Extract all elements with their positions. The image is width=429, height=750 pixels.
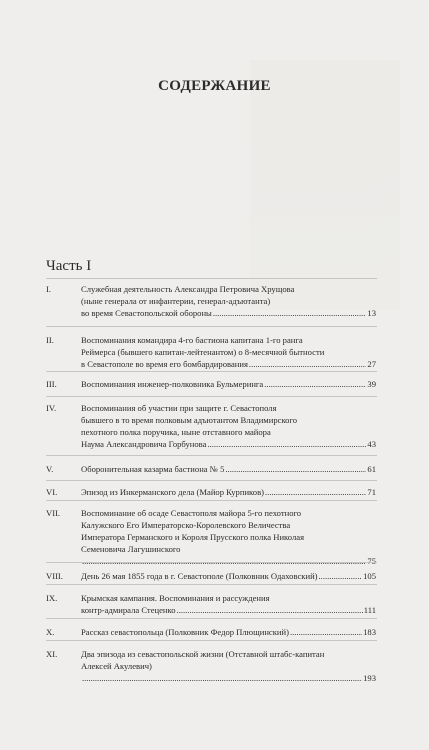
leader-dots (177, 604, 363, 616)
leader-dots (319, 570, 363, 582)
toc-entry (46, 378, 376, 390)
divider (46, 455, 377, 456)
toc-entry (46, 402, 376, 450)
entry-title-line: Воспоминания командира 4-го бастиона капитана 1-го ранга (81, 335, 303, 345)
leader-dots (249, 358, 366, 370)
page-number: 13 (367, 308, 376, 318)
entry-title-line: Воспоминания об участии при защите г. Севастополя (81, 403, 277, 413)
divider (46, 500, 377, 501)
leader-dots (264, 378, 366, 390)
page-number: 27 (367, 359, 376, 369)
entry-number: IX. (46, 593, 58, 603)
page-number: 61 (367, 464, 376, 474)
entry-number: VII. (46, 508, 61, 518)
entry-title-line: Оборонительная казарма бастиона № 5 (81, 464, 225, 474)
entry-title-line: Эпизод из Инкерманского дела (Майор Курпиков) (81, 487, 265, 497)
leader-dots (213, 307, 367, 319)
entry-number: VI. (46, 487, 58, 497)
entry-title-line: Наума Александровича Горбунова (81, 439, 207, 449)
entry-title-line: Крымская кампания. Воспоминания и рассуждения (81, 593, 270, 603)
divider (46, 562, 377, 563)
page-number: 39 (367, 379, 376, 389)
toc-entry (46, 334, 376, 370)
divider (46, 326, 377, 327)
leader-dots (290, 626, 362, 638)
divider (46, 278, 377, 279)
entry-title-line: в Севастополе во время его бомбардирования (81, 359, 248, 369)
page-number: 111 (363, 605, 376, 615)
toc-entry (46, 592, 376, 616)
toc-entry (46, 570, 376, 582)
entry-title-line: (ныне генерала от инфантерии, генерал-адъютанта) (81, 296, 271, 306)
toc-entry (46, 463, 376, 475)
leader-dots (82, 555, 366, 567)
entry-number: III. (46, 379, 57, 389)
entry-title-line: Семеновича Лагушинского (81, 544, 181, 554)
divider (46, 584, 377, 585)
toc-entry (46, 648, 376, 684)
entry-title-line: Калужского Его Императорско-Королевского Величества (81, 520, 291, 530)
page-number: 183 (363, 627, 376, 637)
show-through-text (250, 60, 400, 310)
leader-dots (207, 438, 366, 450)
divider (46, 640, 377, 641)
entry-number: IV. (46, 403, 57, 413)
entry-number: VIII. (46, 571, 63, 581)
toc-entry (46, 486, 376, 498)
entry-title-line: День 26 мая 1855 года в г. Севастополе (Полковник Одаховский) (81, 571, 318, 581)
entry-title-line: Императора Германского и Короля Прусского полка Николая (81, 532, 305, 542)
entry-title-line: бывшего в то время полковым адъютантом Владимирского (81, 415, 298, 425)
divider (46, 618, 377, 619)
page-number: 105 (363, 571, 376, 581)
page-number: 43 (367, 439, 376, 449)
toc-entry (46, 507, 376, 567)
entry-number: II. (46, 335, 54, 345)
entry-title-line: во время Севастопольской обороны (81, 308, 212, 318)
divider (46, 396, 377, 397)
leader-dots (82, 672, 362, 684)
toc-entry (46, 626, 376, 638)
leader-dots (225, 463, 366, 475)
entry-title-line: Воспоминания инженер-полковника Бульмеринга (81, 379, 264, 389)
entry-title-line: Два эпизода из севастопольской жизни (Отставной штабс-капитан (81, 649, 325, 659)
entry-title-line: пехотного полка поручика, ныне отставного майора (81, 427, 271, 437)
entry-title-line: Рассказ севастопольца (Полковник Федор Плющинский) (81, 627, 289, 637)
entry-title-line: Алексей Акулевич) (81, 661, 152, 671)
page-number: 75 (367, 556, 376, 566)
page-number: 193 (363, 673, 376, 683)
entry-number: XI. (46, 649, 58, 659)
toc-entry (46, 283, 376, 319)
entry-title-line: контр-адмирала Стеценко (81, 605, 176, 615)
page-number: 71 (367, 487, 376, 497)
entry-title-line: Реймерса (бывшего капитан-лейтенантом) о 8-месячной бытности (81, 347, 325, 357)
entry-number: I. (46, 284, 52, 294)
entry-number: V. (46, 464, 54, 474)
entry-title-line: Служебная деятельность Александра Петровича Хрущова (81, 284, 295, 294)
entry-title-line: Воспоминание об осаде Севастополя майора 5-го пехотного (81, 508, 302, 518)
divider (46, 480, 377, 481)
part-heading: Часть I (46, 258, 92, 274)
entry-number: X. (46, 627, 55, 637)
leader-dots (265, 486, 366, 498)
page-title: СОДЕРЖАНИЕ (158, 78, 271, 94)
divider (46, 371, 377, 372)
